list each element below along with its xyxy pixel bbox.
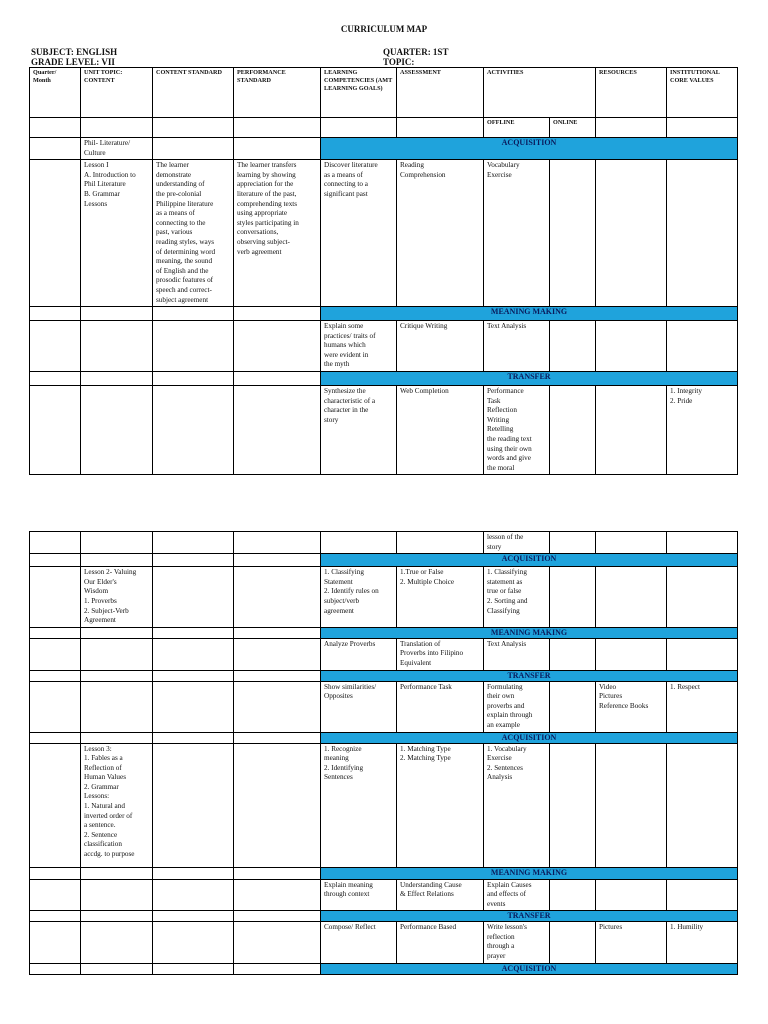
band-meaning-making: MEANING MAKING — [321, 307, 738, 321]
curriculum-table-part-1 — [29, 67, 738, 475]
quarter-label: QUARTER: 1ST — [383, 47, 449, 57]
lesson1-culture: Phil- Literature/ Culture — [81, 138, 153, 160]
table-row — [30, 867, 738, 879]
table-row — [30, 743, 738, 867]
lesson3-tr-activity: Write lesson's reflection through a prayer — [484, 922, 550, 963]
subheader-row — [30, 118, 738, 138]
header-row — [30, 68, 738, 118]
lesson1-acq-assessment: Reading Comprehension — [397, 160, 484, 307]
lesson3-acq-learning: 1. Recognize meaning 2. Identifying Sentences — [321, 743, 397, 867]
col-core-values: INSTITUTIONAL CORE VALUES — [667, 68, 738, 118]
table-row — [30, 879, 738, 911]
lesson1-activity-continued: lesson of the story — [484, 532, 550, 554]
lesson2-tr-values: 1. Respect — [667, 681, 738, 732]
lesson1-mm-learning: Explain some practices/ traits of humans which were evident in the myth — [321, 321, 397, 372]
lesson1-performance-standard: The learner transfers learning by showing appreciation for the literature of the past, comprehending texts using appropriate styles participating in conversations, observing subject- verb agreement — [234, 160, 321, 307]
lesson3-mm-assessment: Understanding Cause & Effect Relations — [397, 879, 484, 911]
lesson1-content-standard: The learner demonstrate understanding of the pre-colonial Philippine literature as a means of connecting to the past, various reading styles, ways of determining word meaning, the sound of English and the prosodic features of speech and correct- subject agreement — [153, 160, 234, 307]
band-acquisition: ACQUISITION — [321, 732, 738, 743]
col-online: ONLINE — [550, 118, 596, 138]
lesson3-tr-assessment: Performance Based — [397, 922, 484, 963]
table-row — [30, 567, 738, 628]
lesson1-unit: Lesson I A. Introduction to Phil Literature B. Grammar Lessons — [81, 160, 153, 307]
band-acquisition: ACQUISITION — [321, 138, 738, 160]
col-learning-competencies: LEARNING COMPETENCIES (AMT LEARNING GOALS) — [321, 68, 397, 118]
lesson1-acq-learning: Discover literature as a means of connecting to a significant past — [321, 160, 397, 307]
col-performance-standard: PERFORMANCE STANDARD — [234, 68, 321, 118]
band-acquisition: ACQUISITION — [321, 554, 738, 567]
lesson3-mm-activity: Explain Causes and effects of events — [484, 879, 550, 911]
band-meaning-making: MEANING MAKING — [321, 627, 738, 638]
band-transfer: TRANSFER — [321, 372, 738, 386]
lesson2-tr-assessment: Performance Task — [397, 681, 484, 732]
lesson1-tr-assessment: Web Completion — [397, 386, 484, 475]
lesson2-tr-activity: Formulating their own proverbs and explain through an example — [484, 681, 550, 732]
lesson3-tr-learning: Compose/ Reflect — [321, 922, 397, 963]
table-row — [30, 307, 738, 321]
table-row — [30, 963, 738, 974]
table-row — [30, 911, 738, 922]
col-resources: RESOURCES — [596, 68, 667, 118]
table-row — [30, 670, 738, 681]
lesson2-acq-learning: 1. Classifying Statement 2. Identify rules on subject/verb agreement — [321, 567, 397, 628]
page-title: CURRICULUM MAP — [340, 24, 428, 34]
curriculum-table-part-2 — [29, 531, 738, 975]
table-row — [30, 160, 738, 307]
band-meaning-making: MEANING MAKING — [321, 867, 738, 879]
table-row — [30, 638, 738, 670]
col-offline: OFFLINE — [484, 118, 550, 138]
lesson3-acq-assessment: 1. Matching Type 2. Matching Type — [397, 743, 484, 867]
table-row — [30, 627, 738, 638]
table-row — [30, 732, 738, 743]
lesson2-tr-resources: Video Pictures Reference Books — [596, 681, 667, 732]
lesson3-tr-resources: Pictures — [596, 922, 667, 963]
lesson3-unit: Lesson 3: 1. Fables as a Reflection of Human Values 2. Grammar Lessons: 1. Natural and inverted order of a sentence. 2. Sentence classification accdg. to purpose — [81, 743, 153, 867]
lesson1-tr-learning: Synthesize the characteristic of a character in the story — [321, 386, 397, 475]
band-acquisition: ACQUISITION — [321, 963, 738, 974]
lesson2-mm-learning: Analyze Proverbs — [321, 638, 397, 670]
lesson1-acq-activity: Vocabulary Exercise — [484, 160, 550, 307]
table-row — [30, 532, 738, 554]
subject-label: SUBJECT: ENGLISH — [31, 47, 118, 57]
lesson3-mm-learning: Explain meaning through context — [321, 879, 397, 911]
table-row — [30, 554, 738, 567]
table-row — [30, 321, 738, 372]
table-row — [30, 922, 738, 963]
lesson2-mm-assessment: Translation of Proverbs into Filipino Equivalent — [397, 638, 484, 670]
lesson3-tr-values: 1. Humility — [667, 922, 738, 963]
col-activities: ACTIVITIES — [484, 68, 596, 118]
lesson2-acq-assessment: 1.True or False 2. Multiple Choice — [397, 567, 484, 628]
grade-level-label: GRADE LEVEL: VII — [31, 57, 115, 67]
table-row — [30, 386, 738, 475]
lesson2-acq-activity: 1. Classifying statement as true or false 2. Sorting and Classifying — [484, 567, 550, 628]
band-transfer: TRANSFER — [321, 911, 738, 922]
topic-label: TOPIC: — [383, 57, 415, 67]
lesson2-unit: Lesson 2- Valuing Our Elder's Wisdom 1. Proverbs 2. Subject-Verb Agreement — [81, 567, 153, 628]
col-content-standard: CONTENT STANDARD — [153, 68, 234, 118]
lesson2-mm-activity: Text Analysis — [484, 638, 550, 670]
lesson3-acq-activity: 1. Vocabulary Exercise 2. Sentences Analysis — [484, 743, 550, 867]
lesson1-tr-activity: Performance Task Reflection Writing Retelling the reading text using their own words and give the moral — [484, 386, 550, 475]
col-quarter-month: Quarter/ Month — [30, 68, 81, 118]
table-row — [30, 681, 738, 732]
lesson2-tr-learning: Show similarities/ Opposites — [321, 681, 397, 732]
lesson1-mm-assessment: Critique Writing — [397, 321, 484, 372]
lesson1-mm-activity: Text Analysis — [484, 321, 550, 372]
lesson1-tr-values: 1. Integrity 2. Pride — [667, 386, 738, 475]
col-assessment: ASSESSMENT — [397, 68, 484, 118]
table-row — [30, 138, 738, 160]
table-row — [30, 372, 738, 386]
col-unit-topic: UNIT TOPIC: CONTENT — [81, 68, 153, 118]
band-transfer: TRANSFER — [321, 670, 738, 681]
